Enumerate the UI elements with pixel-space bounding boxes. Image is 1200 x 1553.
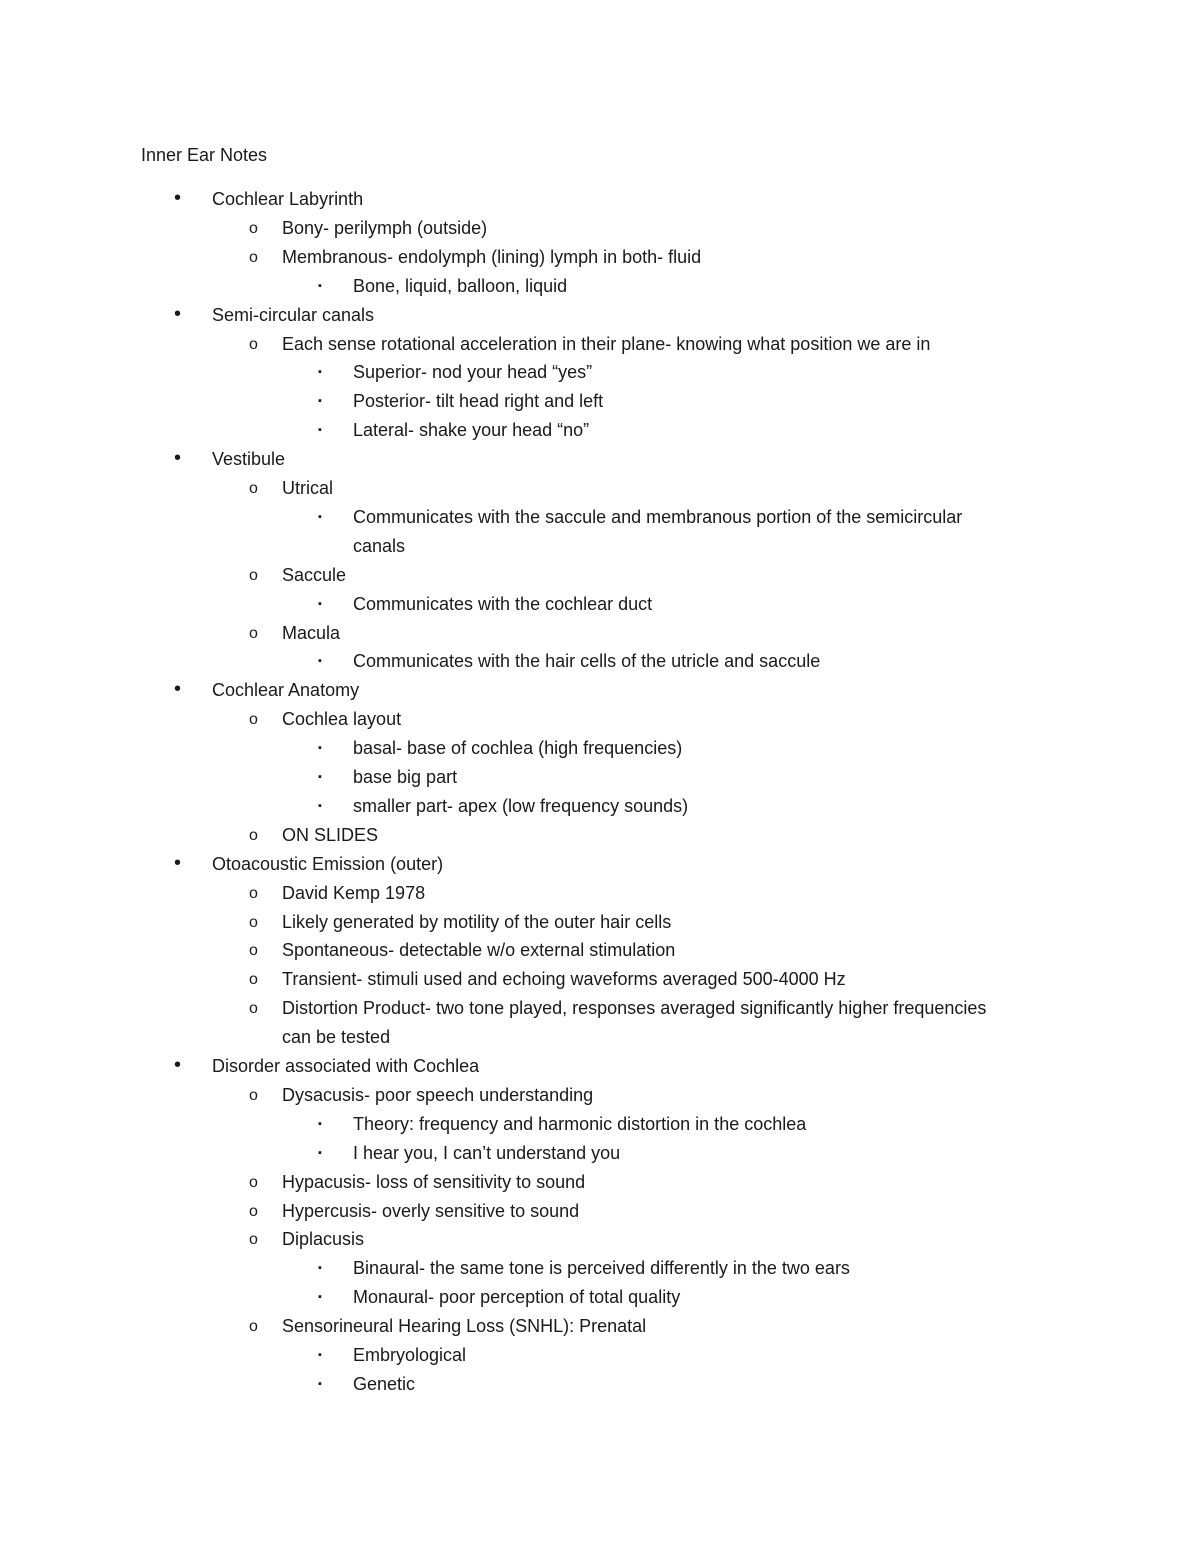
outline-marker-level-2: o bbox=[249, 1087, 258, 1104]
outline-line-level-3: Communicates with the hair cells of the utricle and saccule bbox=[353, 651, 821, 671]
outline-marker-level-3: ▪ bbox=[318, 742, 322, 754]
outline-line-level-3: I hear you, I can’t understand you bbox=[353, 1143, 621, 1163]
outline-line-level-2: Likely generated by motility of the outer hair cells bbox=[282, 912, 672, 932]
outline-marker-level-2: o bbox=[249, 1318, 258, 1335]
outline-marker-level-2: o bbox=[249, 567, 258, 584]
outline-line-level-3: Embryological bbox=[353, 1345, 467, 1365]
outline-line-level-2: Dysacusis- poor speech understanding bbox=[282, 1085, 594, 1105]
outline-line-level-2: Cochlea layout bbox=[282, 709, 402, 729]
outline-marker-level-1: • bbox=[174, 678, 182, 700]
outline-line-level-1: Otoacoustic Emission (outer) bbox=[212, 854, 444, 874]
outline-line-level-2: Spontaneous- detectable w/o external stimulation bbox=[282, 940, 676, 960]
outline-marker-level-1: • bbox=[174, 187, 182, 209]
outline-marker-level-3: ▪ bbox=[318, 366, 322, 378]
outline-marker-level-3: ▪ bbox=[318, 424, 322, 436]
outline-line-level-1: Cochlear Labyrinth bbox=[212, 189, 364, 209]
outline-line-level-2: Distortion Product- two tone played, responses averaged significantly higher frequencies bbox=[282, 998, 987, 1018]
outline-marker-level-1: • bbox=[174, 1054, 182, 1076]
outline-line-level-2: Bony- perilymph (outside) bbox=[282, 218, 488, 238]
outline-marker-level-2: o bbox=[249, 480, 258, 497]
outline-line-level-3: Monaural- poor perception of total quality bbox=[353, 1287, 681, 1307]
outline-marker-level-2: o bbox=[249, 827, 258, 844]
outline-marker-level-2: o bbox=[249, 711, 258, 728]
outline-marker-level-3: ▪ bbox=[318, 280, 322, 292]
outline-marker-level-2: o bbox=[249, 942, 258, 959]
outline-marker-level-2: o bbox=[249, 625, 258, 642]
outline-marker-level-3: ▪ bbox=[318, 1378, 322, 1390]
outline-line-level-2: Transient- stimuli used and echoing waveforms averaged 500-4000 Hz bbox=[282, 969, 846, 989]
outline-line-level-2: David Kemp 1978 bbox=[282, 883, 426, 903]
outline-line-level-3: Posterior- tilt head right and left bbox=[353, 391, 604, 411]
outline-marker-level-3: ▪ bbox=[318, 771, 322, 783]
outline-line-level-2: Saccule bbox=[282, 565, 347, 585]
outline-line-level-2: Hypacusis- loss of sensitivity to sound bbox=[282, 1172, 586, 1192]
outline-marker-level-3: ▪ bbox=[318, 1291, 322, 1303]
outline-line-level-2: Utrical bbox=[282, 478, 334, 498]
outline-line-level-2: ON SLIDES bbox=[282, 825, 379, 845]
outline-marker-level-3: ▪ bbox=[318, 395, 322, 407]
outline-marker-level-2: o bbox=[249, 220, 258, 237]
outline-line-level-3: basal- base of cochlea (high frequencies) bbox=[353, 738, 683, 758]
outline-marker-level-3: ▪ bbox=[318, 1262, 322, 1274]
outline-line-level-2: Macula bbox=[282, 623, 341, 643]
outline-marker-level-2: o bbox=[249, 914, 258, 931]
outline-line-level-2: Hypercusis- overly sensitive to sound bbox=[282, 1201, 580, 1221]
outline-line-continuation: canals bbox=[353, 536, 406, 556]
outline-line-level-3: Genetic bbox=[353, 1374, 416, 1394]
outline-marker-level-3: ▪ bbox=[318, 800, 322, 812]
outline-line-level-3: Communicates with the cochlear duct bbox=[353, 594, 653, 614]
outline-line-level-2: Each sense rotational acceleration in their plane- knowing what position we are in bbox=[282, 334, 931, 354]
outline-marker-level-2: o bbox=[249, 336, 258, 353]
outline-marker-level-3: ▪ bbox=[318, 598, 322, 610]
outline-line-level-3: Lateral- shake your head “no” bbox=[353, 420, 590, 440]
outline-marker-level-3: ▪ bbox=[318, 511, 322, 523]
outline-line-level-3: Superior- nod your head “yes” bbox=[353, 362, 593, 382]
outline-line-level-3: Bone, liquid, balloon, liquid bbox=[353, 276, 568, 296]
outline-line-level-1: Cochlear Anatomy bbox=[212, 680, 360, 700]
outline-marker-level-2: o bbox=[249, 1203, 258, 1220]
outline-marker-level-2: o bbox=[249, 1231, 258, 1248]
outline-marker-level-3: ▪ bbox=[318, 1118, 322, 1130]
document-title: Inner Ear Notes bbox=[141, 145, 268, 165]
outline-line-level-2: Membranous- endolymph (lining) lymph in both- fluid bbox=[282, 247, 702, 267]
outline-marker-level-3: ▪ bbox=[318, 1349, 322, 1361]
outline-line-level-1: Semi-circular canals bbox=[212, 305, 375, 325]
outline-marker-level-1: • bbox=[174, 303, 182, 325]
outline-marker-level-3: ▪ bbox=[318, 1147, 322, 1159]
outline-line-level-3: Binaural- the same tone is perceived differently in the two ears bbox=[353, 1258, 850, 1278]
outline-marker-level-2: o bbox=[249, 1174, 258, 1191]
outline-line-level-3: base big part bbox=[353, 767, 458, 787]
outline-marker-level-1: • bbox=[174, 852, 182, 874]
outline-line-continuation: can be tested bbox=[282, 1027, 391, 1047]
outline-line-level-1: Vestibule bbox=[212, 449, 286, 469]
outline-line-level-3: Communicates with the saccule and membranous portion of the semicircular bbox=[353, 507, 963, 527]
outline-line-level-3: Theory: frequency and harmonic distortion in the cochlea bbox=[353, 1114, 807, 1134]
outline-marker-level-2: o bbox=[249, 885, 258, 902]
outline-marker-level-2: o bbox=[249, 971, 258, 988]
outline-line-level-3: smaller part- apex (low frequency sounds) bbox=[353, 796, 689, 816]
outline-marker-level-2: o bbox=[249, 249, 258, 266]
outline-marker-level-2: o bbox=[249, 1000, 258, 1017]
outline-line-level-2: Diplacusis bbox=[282, 1229, 365, 1249]
outline-marker-level-3: ▪ bbox=[318, 655, 322, 667]
outline-line-level-2: Sensorineural Hearing Loss (SNHL): Prenatal bbox=[282, 1316, 647, 1336]
outline-marker-level-1: • bbox=[174, 447, 182, 469]
outline-line-level-1: Disorder associated with Cochlea bbox=[212, 1056, 480, 1076]
